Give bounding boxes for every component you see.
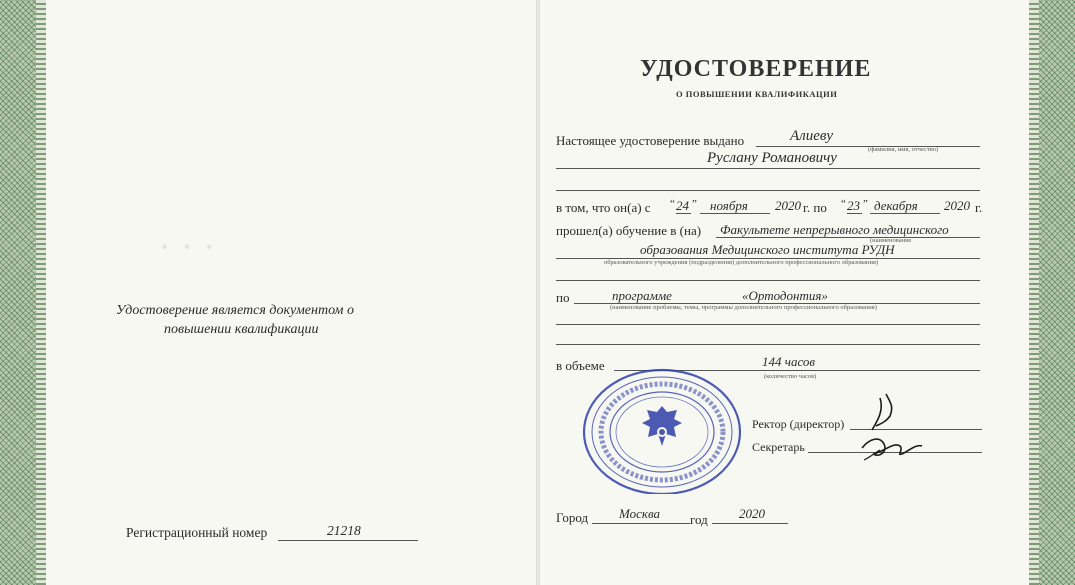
institution-caption-2: образовательного учреждения (подразделения) дополнительного профессионального образования) [604,259,879,266]
city-value: Москва [619,506,661,521]
year-underline [712,523,788,524]
blank-line-1 [556,190,980,191]
certificate-subtitle: О ПОВЫШЕНИИ КВАЛИФИКАЦИИ [676,89,838,99]
left-page [0,0,536,585]
date-to-month: декабря [874,198,918,213]
blank-line-4 [556,344,980,345]
note-line-1: Удостоверение является документом о [116,303,354,318]
left-guilloche-border [0,0,46,585]
year-suffix-1: г. по [803,200,827,215]
city-underline [592,523,690,524]
volume-caption: (количество часов) [764,373,817,380]
institution-line-1: Факультете непрерывного медицинского [720,222,949,237]
institution-line-2: образования Медицинского института РУДН [640,242,895,257]
blank-line-3 [556,324,980,325]
date-from-month-underline [700,213,770,214]
blank-line-2 [556,280,980,281]
date-to-day-underline [847,213,862,214]
surname: Алиеву [790,128,834,144]
name-patronymic: Руслану Романовичу [707,150,837,166]
date-to-year: 2020 [944,198,970,213]
volume-label: в объеме [556,358,605,373]
year-label: год [690,512,708,527]
date-to-day: 23 [847,198,860,213]
official-seal [574,362,744,494]
eagle-emblem-icon [642,406,682,446]
certificate-title: УДОСТОВЕРЕНИЕ [640,56,872,82]
date-from-day: 24 [676,198,689,213]
name-underline [556,168,980,169]
trained-label: прошел(а) обучение в (на) [556,223,702,238]
program-caption: (наименование проблемы, темы, программы дополнительного профессионального образования) [610,304,877,311]
note-line-2: повышении квалификации [164,322,319,337]
city-label: Город [556,510,589,525]
institution-caption: (наименование [870,237,912,244]
date-from-day-underline [676,213,691,214]
show-through-text: · · · [160,232,218,263]
rector-label: Ректор (директор) [752,417,845,431]
program-word: программе [612,288,672,303]
period-prefix: в том, что он(а) с [556,200,651,215]
registration-underline [278,540,418,541]
year-suffix-2: г. [975,200,983,215]
issued-label: Настоящее удостоверение выдано [556,133,745,148]
registration-label: Регистрационный номер [126,525,268,540]
institution-underline-1 [716,237,980,238]
volume-value: 144 часов [762,354,816,369]
date-to-month-underline [870,213,940,214]
secretary-label: Секретарь [752,440,805,454]
program-name: «Ортодонтия» [742,288,828,303]
registration-number: 21218 [327,523,361,538]
date-from-month: ноября [710,198,748,213]
program-label: по [556,290,570,305]
right-guilloche-border [1029,0,1075,585]
date-from-year: 2020 [775,198,801,213]
fio-caption: (фамилия, имя, отчество) [868,146,939,153]
year-value: 2020 [739,506,765,521]
handwritten-signatures [850,390,940,470]
